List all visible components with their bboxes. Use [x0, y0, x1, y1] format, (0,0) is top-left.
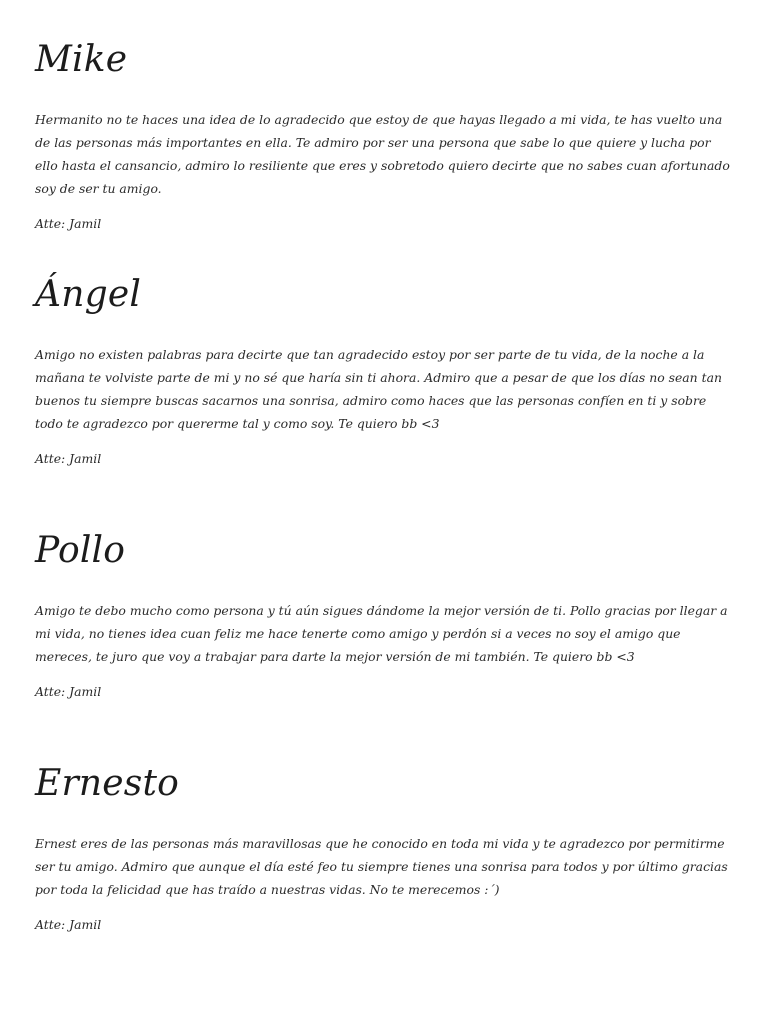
letter-message: Amigo te debo mucho como persona y tú aún sigues dándome la mejor versión de ti. Pollo gracias por llegar a mi vida, no tienes idea cuan feliz me hace tenerte como amigo y perdón si a veces no soy el amigo que mereces, te juro que voy a trabajar para darte la mejor versión de mi también. Te quiero bb <3: [35, 603, 728, 664]
letter-pollo: [35, 529, 735, 702]
letter-signature: Atte: Jamil: [35, 216, 102, 231]
letter-recipient-name: Mike: [35, 39, 128, 80]
letter-recipient-name: Pollo: [35, 530, 126, 571]
letter-mike: [35, 38, 735, 234]
letter-signature: Atte: Jamil: [35, 451, 102, 466]
letter-recipient-name: Ángel: [35, 274, 142, 315]
letter-message: Ernest eres de las personas más maravillosas que he conocido en toda mi vida y te agradezco por permitirme ser tu amigo. Admiro que aunque el día esté feo tu siempre tienes una sonrisa para todos y por último gracias por toda la felicidad que has traído a nuestras vidas. No te merecemos :´): [35, 836, 728, 897]
letter-signature: Atte: Jamil: [35, 684, 102, 699]
letter-angel: [35, 273, 735, 469]
letter-ernesto: [35, 762, 735, 935]
letter-recipient-name: Ernesto: [35, 763, 179, 804]
letter-signature: Atte: Jamil: [35, 917, 102, 932]
letter-message: Hermanito no te haces una idea de lo agradecido que estoy de que hayas llegado a mi vida, te has vuelto una de las personas más importantes en ella. Te admiro por ser una persona que sabe lo que quiere y lucha por ello hasta el cansancio, admiro lo resiliente que eres y sobretodo quiero decirte que no sabes cuan afortunado soy de ser tu amigo.: [35, 112, 730, 196]
letter-message: Amigo no existen palabras para decirte que tan agradecido estoy por ser parte de tu vida, de la noche a la mañana te volviste parte de mi y no sé que haría sin ti ahora. Admiro que a pesar de que los días no sean tan buenos tu siempre buscas sacarnos una sonrisa, admiro como haces que las personas confíen en ti y sobre todo te agradezco por quererme tal y como soy. Te quiero bb <3: [35, 347, 722, 431]
